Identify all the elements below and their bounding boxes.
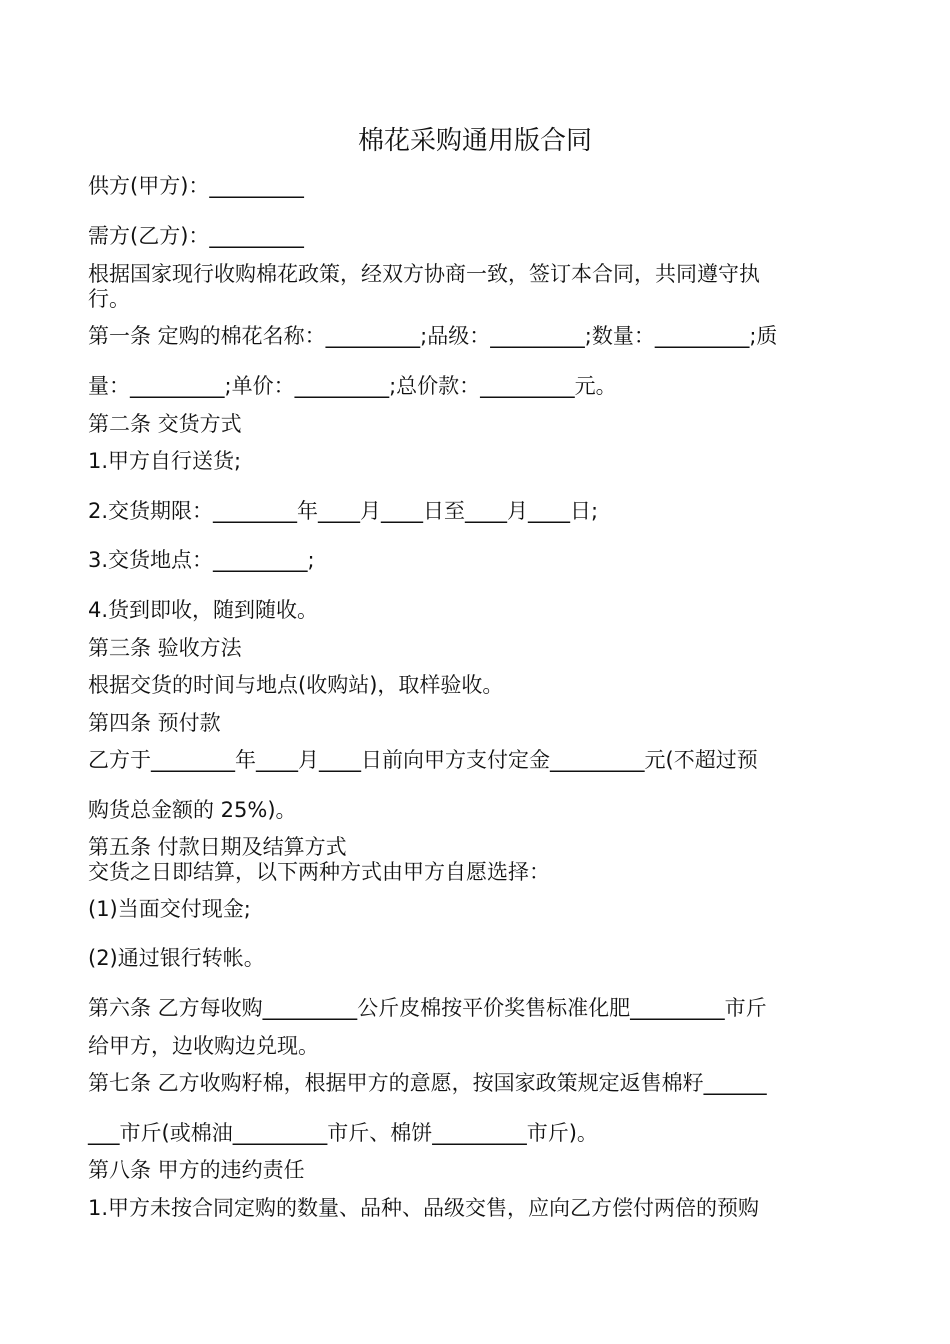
article-5-option-2: (2)通过银行转帐。	[88, 946, 265, 970]
preamble-line-1: 根据国家现行收购棉花政策，经双方协商一致，签订本合同，共同遵守执	[88, 262, 760, 286]
article-2-item-4: 4.货到即收，随到随收。	[88, 598, 319, 622]
article-7-line-1: 第七条 乙方收购籽棉，根据甲方的意愿，按国家政策规定返售棉籽______	[88, 1071, 767, 1095]
article-4-heading: 第四条 预付款	[88, 711, 221, 735]
article-2-item-1: 1.甲方自行送货;	[88, 449, 242, 473]
article-8-item-1: 1.甲方未按合同定购的数量、品种、品级交售，应向乙方偿付两倍的预购	[88, 1196, 760, 1220]
article-5-heading: 第五条 付款日期及结算方式	[88, 835, 347, 859]
article-4-line-1: 乙方于________年____月____日前向甲方支付定金_________元(不超过预	[88, 748, 758, 772]
article-3-body: 根据交货的时间与地点(收购站)，取样验收。	[88, 673, 504, 697]
article-7-line-2: ___市斤(或棉油_________市斤、棉饼_________市斤)。	[88, 1121, 598, 1145]
article-1-line-2: 量：_________;单价：_________;总价款：_________元。	[88, 374, 617, 398]
article-5-body: 交货之日即结算，以下两种方式由甲方自愿选择：	[88, 860, 550, 884]
article-3-heading: 第三条 验收方法	[88, 636, 242, 660]
article-8-heading: 第八条 甲方的违约责任	[88, 1158, 305, 1182]
article-4-line-2: 购货总金额的 25%)。	[88, 798, 297, 822]
article-2-heading: 第二条 交货方式	[88, 412, 242, 436]
article-1-line-1: 第一条 定购的棉花名称：_________;品级：_________;数量：_________;质	[88, 324, 778, 348]
buyer-line: 需方(乙方)：_________	[88, 224, 304, 248]
document-title: 棉花采购通用版合同	[357, 126, 592, 156]
article-2-item-3: 3.交货地点：_________;	[88, 548, 315, 572]
article-2-item-2: 2.交货期限：________年____月____日至____月____日;	[88, 499, 599, 523]
article-6-line-1: 第六条 乙方每收购_________公斤皮棉按平价奖售标准化肥_________市斤	[88, 996, 767, 1020]
supplier-line: 供方(甲方)：_________	[88, 174, 304, 198]
preamble-line-2: 行。	[88, 287, 130, 311]
article-5-option-1: (1)当面交付现金;	[88, 897, 251, 921]
article-6-line-2: 给甲方，边收购边兑现。	[88, 1034, 319, 1058]
